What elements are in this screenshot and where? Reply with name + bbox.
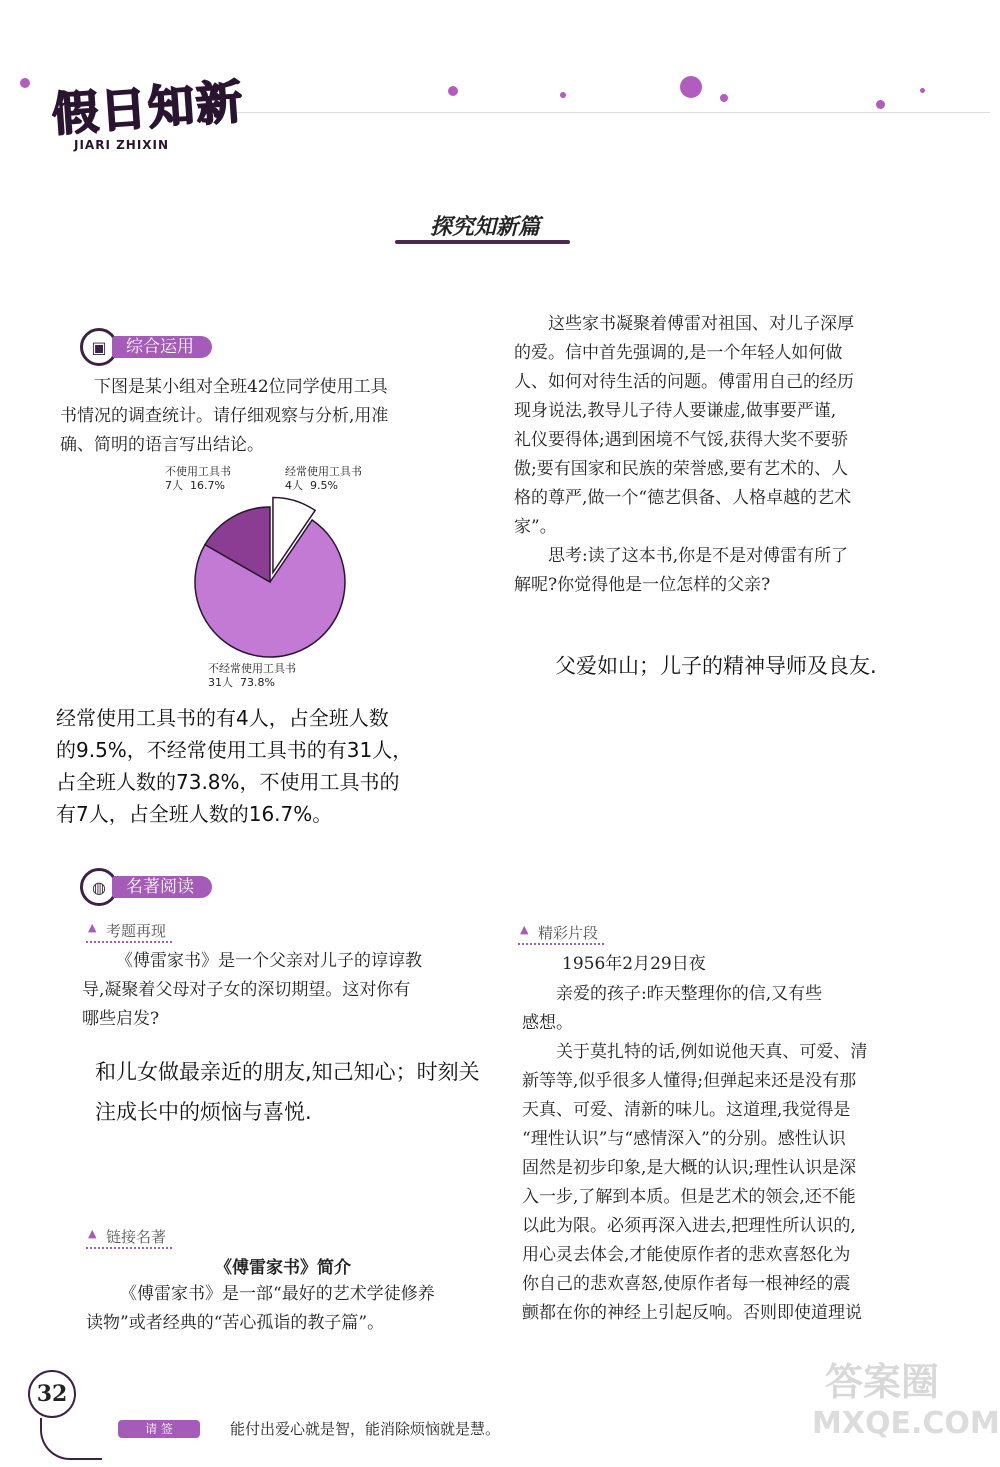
text-line: 新等等,似乎很多人懂得;但弹起来还是没有那 bbox=[522, 1071, 857, 1091]
letter-text bbox=[522, 980, 932, 1328]
label-name: 经常使用工具书 bbox=[285, 465, 362, 478]
pie-chart bbox=[185, 490, 355, 670]
text-line: 入一步,了解到本质。但是艺术的领会,还不能 bbox=[522, 1187, 856, 1207]
intro-text bbox=[86, 1280, 506, 1338]
question2-text bbox=[82, 947, 502, 1034]
text-line: 注成长中的烦恼与喜悦. bbox=[95, 1100, 312, 1124]
logo-subtitle: JIARI ZHIXIN bbox=[74, 138, 170, 152]
badge-label: 综合运用 bbox=[112, 336, 212, 358]
text-line: 以此为限。必须再深入进去,把理性所认识的, bbox=[522, 1216, 856, 1236]
footer-tag: 请 签 bbox=[118, 1420, 200, 1438]
pie-label-often bbox=[285, 465, 362, 493]
text-line: 《傅雷家书》是一个父亲对儿子的谆谆教 bbox=[116, 951, 422, 971]
text-line: 感想。 bbox=[522, 1013, 573, 1033]
intro-title: 《傅雷家书》简介 bbox=[215, 1258, 351, 1278]
text-line: 的爱。信中首先强调的,是一个年轻人如何做 bbox=[514, 343, 843, 363]
text-line: 下图是某小组对全班42位同学使用工具 bbox=[94, 377, 388, 397]
text-line: 格的尊严,做一个“德艺俱备、人格卓越的艺术 bbox=[514, 488, 852, 508]
text-line: 固然是初步印象,是大概的认识;理性认识是深 bbox=[522, 1158, 857, 1178]
text-line: 《傅雷家书》是一部“最好的艺术学徒修养 bbox=[120, 1284, 435, 1304]
letter-date: 1956年2月29日夜 bbox=[562, 954, 706, 974]
section-title: 探究知新篇 bbox=[429, 215, 540, 240]
label-name: 不经常使用工具书 bbox=[208, 662, 296, 675]
text-line: 家”。 bbox=[514, 517, 557, 537]
text-line: 你自己的悲欢喜怒,使原作者每一根神经的震 bbox=[522, 1274, 851, 1294]
decor-dot bbox=[720, 94, 728, 102]
label-people: 7人 bbox=[165, 479, 183, 492]
badge-comprehensive bbox=[80, 332, 212, 362]
text-line: 人、如何对待生活的问题。傅雷用自己的经历 bbox=[514, 372, 854, 392]
header-line bbox=[230, 112, 990, 113]
sub-badge-excerpt: ▲ 精彩片段 bbox=[518, 922, 604, 945]
text-line: 用心灵去体会,才能使原作者的悲欢喜怒化为 bbox=[522, 1245, 851, 1265]
text-line: 亲爱的孩子:昨天整理你的信,又有些 bbox=[556, 984, 823, 1004]
label-percent: 16.7% bbox=[190, 479, 225, 492]
logo-title: 假日知新 bbox=[50, 74, 246, 142]
text-line: 哪些启发? bbox=[82, 1009, 160, 1029]
question-text bbox=[60, 373, 500, 460]
globe-icon: ◍ bbox=[80, 868, 118, 906]
text-line: 读物”或者经典的“苦心孤诣的教子篇”。 bbox=[86, 1313, 385, 1333]
text-line: 和儿女做最亲近的朋友,知己知心；时刻关 bbox=[95, 1060, 480, 1084]
text-line: 解呢?你觉得他是一位怎样的父亲? bbox=[514, 575, 771, 595]
footer-motto: 能付出爱心就是智，能消除烦恼就是慧。 bbox=[230, 1420, 501, 1438]
label-name: 不使用工具书 bbox=[165, 465, 231, 478]
answer-handwritten-1 bbox=[56, 702, 486, 830]
text-line: “理性认识”与“感情深入”的分别。感性认识 bbox=[522, 1129, 846, 1149]
text-line: 礼仪要得体;遇到困境不气馁,获得大奖不要骄 bbox=[514, 430, 849, 450]
pie-label-none bbox=[165, 465, 231, 493]
label-people: 31人 bbox=[208, 676, 233, 689]
pie-label-notoften bbox=[208, 662, 296, 690]
page-number: 32 bbox=[28, 1370, 76, 1418]
text-line: 这些家书凝聚着傅雷对祖国、对儿子深厚 bbox=[548, 314, 854, 334]
fulei-paragraph bbox=[514, 310, 934, 600]
label-percent: 9.5% bbox=[310, 479, 338, 492]
decor-dot bbox=[448, 86, 458, 96]
decor-dot bbox=[876, 100, 885, 109]
watermark: 答案圈 bbox=[825, 1360, 940, 1404]
answer-handwritten-3: 父爱如山；儿子的精神导师及良友. bbox=[555, 654, 877, 678]
text-line: 确、简明的语言写出结论。 bbox=[60, 435, 264, 455]
decor-dot bbox=[560, 92, 566, 98]
notebook-icon: ▣ bbox=[80, 328, 118, 366]
sub-badge-exam: ▲ 考题再现 bbox=[86, 920, 172, 943]
watermark-url: MXQE.COM bbox=[812, 1406, 1000, 1441]
answer-handwritten-2 bbox=[95, 1052, 520, 1132]
text-line: 颤都在你的神经上引起反响。否则即使道理说 bbox=[522, 1303, 862, 1323]
label-people: 4人 bbox=[285, 479, 303, 492]
badge-classic-reading bbox=[80, 872, 212, 902]
text-line: 书情况的调查统计。请仔细观察与分析,用准 bbox=[60, 406, 389, 426]
text-line: 傲;要有国家和民族的荣誉感,要有艺术的、人 bbox=[514, 459, 849, 479]
text-line: 思考:读了这本书,你是不是对傅雷有所了 bbox=[548, 546, 849, 566]
flower-stem-icon bbox=[40, 1418, 102, 1460]
text-line: 经常使用工具书的有4人，占全班人数 bbox=[56, 706, 389, 730]
sub-badge-link: ▲ 链接名著 bbox=[86, 1226, 172, 1249]
decor-dot bbox=[920, 88, 925, 93]
text-line: 关于莫扎特的话,例如说他天真、可爱、清 bbox=[556, 1042, 868, 1062]
text-line: 有7人，占全班人数的16.7%。 bbox=[56, 802, 333, 826]
text-line: 占全班人数的73.8%，不使用工具书的 bbox=[56, 770, 400, 794]
text-line: 现身说法,教导儿子待人要谦虚,做事要严谨, bbox=[514, 401, 837, 421]
label-percent: 73.8% bbox=[240, 676, 275, 689]
badge-label: 名著阅读 bbox=[112, 876, 212, 898]
decor-dot bbox=[20, 78, 30, 88]
decor-dot bbox=[680, 76, 702, 98]
text-line: 的9.5%，不经常使用工具书的有31人， bbox=[56, 738, 413, 762]
section-underline bbox=[395, 240, 570, 244]
text-line: 导,凝聚着父母对子女的深切期望。这对你有 bbox=[82, 980, 411, 1000]
text-line: 天真、可爱、清新的味儿。这道理,我觉得是 bbox=[522, 1100, 851, 1120]
